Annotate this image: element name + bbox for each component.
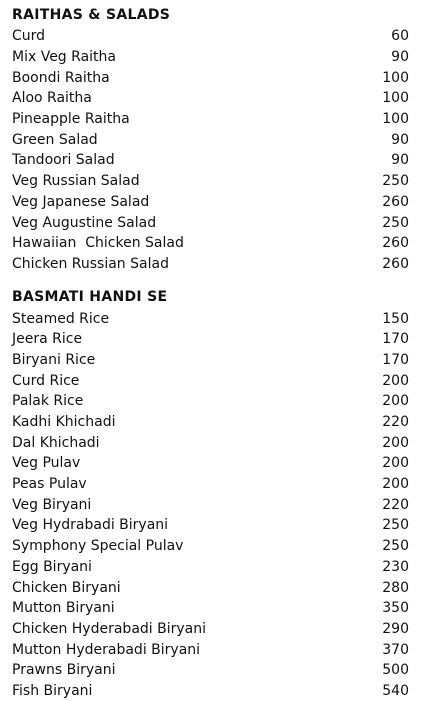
menu-item-name: Curd Rice — [12, 372, 80, 389]
menu-item-price: 60 — [391, 28, 409, 45]
menu-item-row — [12, 515, 409, 536]
menu-item-row — [12, 681, 409, 701]
menu-item-name: Steamed Rice — [12, 310, 110, 327]
menu-item-row — [12, 150, 409, 171]
menu-item-price: 350 — [382, 600, 409, 617]
menu-item-row — [12, 474, 409, 495]
menu-item-name: Chicken Hyderabadi Biryani — [12, 620, 206, 637]
menu-item-price: 90 — [391, 49, 409, 66]
menu-item-price: 100 — [382, 69, 409, 86]
menu-item-price: 200 — [382, 455, 409, 472]
menu-item-price: 200 — [382, 393, 409, 410]
menu-item-price: 90 — [391, 131, 409, 148]
menu-item-name: Dal Khichadi — [12, 434, 100, 451]
menu-item-row — [12, 233, 409, 254]
menu-item-price: 260 — [382, 235, 409, 252]
menu-item-row — [12, 598, 409, 619]
section-spacer — [12, 274, 409, 286]
menu-item-price: 90 — [391, 152, 409, 169]
menu-item-name: Biryani Rice — [12, 351, 96, 368]
menu-item-name: Jeera Rice — [12, 331, 83, 348]
menu-item-price: 370 — [382, 641, 409, 658]
menu-item-name: Mutton Biryani — [12, 600, 115, 617]
menu-item-price: 250 — [382, 214, 409, 231]
menu-item-name: Hawaiian Chicken Salad — [12, 235, 184, 252]
menu-item-price: 250 — [382, 538, 409, 555]
menu-item-row — [12, 67, 409, 88]
menu-item-row — [12, 536, 409, 557]
menu-item-row — [12, 391, 409, 412]
menu-item-price: 220 — [382, 414, 409, 431]
menu-item-name: Pineapple Raitha — [12, 111, 130, 128]
menu-page — [12, 4, 409, 701]
menu-item-name: Boondi Raitha — [12, 69, 110, 86]
section-title: BASMATI HANDI SE — [12, 289, 168, 306]
menu-item-price: 250 — [382, 517, 409, 534]
menu-item-row — [12, 412, 409, 433]
menu-item-row — [12, 453, 409, 474]
menu-item-row — [12, 88, 409, 109]
menu-item-row — [12, 308, 409, 329]
menu-item-name: Mutton Hyderabadi Biryani — [12, 641, 201, 658]
menu-item-price: 170 — [382, 331, 409, 348]
menu-item-row — [12, 619, 409, 640]
menu-item-price: 290 — [382, 620, 409, 637]
menu-item-price: 230 — [382, 558, 409, 575]
menu-item-name: Prawns Biryani — [12, 662, 116, 679]
menu-item-name: Veg Augustine Salad — [12, 214, 157, 231]
menu-item-name: Palak Rice — [12, 393, 84, 410]
menu-item-name: Veg Hydrabadi Biryani — [12, 517, 169, 534]
menu-item-row — [12, 192, 409, 213]
menu-item-row — [12, 494, 409, 515]
menu-item-name: Curd — [12, 28, 46, 45]
menu-item-price: 100 — [382, 111, 409, 128]
menu-item-price: 540 — [382, 682, 409, 699]
menu-item-name: Aloo Raitha — [12, 90, 92, 107]
menu-item-price: 220 — [382, 496, 409, 513]
menu-item-price: 260 — [382, 255, 409, 272]
menu-item-name: Peas Pulav — [12, 476, 87, 493]
menu-item-name: Chicken Biryani — [12, 579, 121, 596]
menu-item-row — [12, 47, 409, 68]
menu-item-row — [12, 254, 409, 275]
menu-item-name: Veg Japanese Salad — [12, 193, 150, 210]
menu-item-name: Fish Biryani — [12, 682, 93, 699]
menu-item-price: 280 — [382, 579, 409, 596]
menu-item-row — [12, 109, 409, 130]
menu-item-name: Egg Biryani — [12, 558, 92, 575]
menu-item-row — [12, 212, 409, 233]
menu-item-name: Veg Pulav — [12, 455, 81, 472]
menu-item-name: Green Salad — [12, 131, 98, 148]
menu-item-price: 260 — [382, 193, 409, 210]
menu-item-name: Veg Russian Salad — [12, 173, 140, 190]
menu-item-row — [12, 577, 409, 598]
menu-item-price: 170 — [382, 351, 409, 368]
menu-item-row — [12, 370, 409, 391]
menu-item-price: 150 — [382, 310, 409, 327]
menu-item-row — [12, 329, 409, 350]
menu-item-row — [12, 26, 409, 47]
menu-item-row — [12, 171, 409, 192]
section-title: RAITHAS & SALADS — [12, 7, 171, 23]
menu-item-name: Symphony Special Pulav — [12, 538, 184, 555]
menu-item-row — [12, 639, 409, 660]
menu-item-row — [12, 557, 409, 578]
menu-item-name: Chicken Russian Salad — [12, 255, 169, 272]
menu-item-price: 100 — [382, 90, 409, 107]
menu-item-price: 200 — [382, 434, 409, 451]
menu-item-price: 200 — [382, 372, 409, 389]
menu-item-name: Mix Veg Raitha — [12, 49, 116, 66]
menu-item-name: Kadhi Khichadi — [12, 414, 116, 431]
menu-item-row — [12, 350, 409, 371]
menu-item-row — [12, 129, 409, 150]
menu-item-name: Tandoori Salad — [12, 152, 115, 169]
menu-item-row — [12, 432, 409, 453]
menu-item-price: 500 — [382, 662, 409, 679]
menu-item-price: 200 — [382, 476, 409, 493]
menu-item-name: Veg Biryani — [12, 496, 92, 513]
menu-item-row — [12, 660, 409, 681]
menu-item-price: 250 — [382, 173, 409, 190]
